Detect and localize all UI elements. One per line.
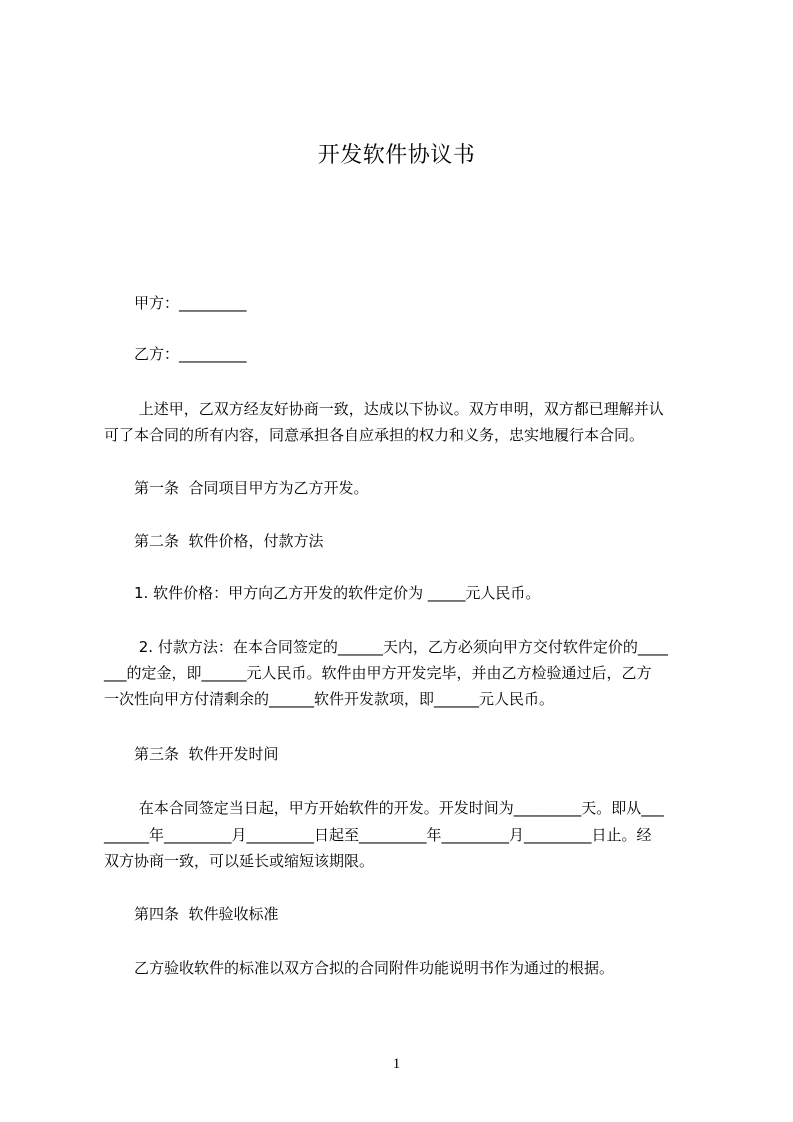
intro-line-1: 上述甲，乙双方经友好协商一致，达成以下协议。双方申明，双方都已理解并认	[104, 400, 664, 418]
article-3-line-1: 在本合同签定当日起，甲方开始软件的开发。开发时间为_________天。即从___	[104, 799, 664, 817]
page-number: 1	[392, 1056, 401, 1072]
article-3-line-3: 双方协商一致，可以延长或缩短该期限。	[104, 852, 375, 870]
article-3-line-2: ______年_________月_________日起至_________年_________月_________日止。经	[104, 826, 652, 844]
article-2-item-1: 1. 软件价格：甲方向乙方开发的软件定价为 _____元人民币。	[104, 584, 541, 602]
article-2-item-2-line-3: 一次性向甲方付清剩余的______软件开发款项，即______元人民币。	[104, 690, 555, 708]
article-2-heading: 第二条 软件价格，付款方法	[104, 532, 324, 550]
party-b-line: 乙方：_________	[104, 345, 247, 363]
document-title: 开发软件协议书	[317, 143, 476, 168]
article-1: 第一条 合同项目甲方为乙方开发。	[104, 479, 369, 497]
article-2-item-2-line-1: 2. 付款方法：在本合同签定的______天内，乙方必须向甲方交付软件定价的____	[104, 638, 668, 656]
party-a-line: 甲方：_________	[104, 294, 247, 312]
article-3-heading: 第三条 软件开发时间	[104, 745, 279, 763]
article-4-body: 乙方验收软件的标准以双方合拟的合同附件功能说明书作为通过的根据。	[104, 959, 615, 977]
intro-line-2: 可了本合同的所有内容，同意承担各自应承担的权力和义务，忠实地履行本合同。	[104, 426, 645, 444]
article-2-item-2-line-2: ___的定金，即______元人民币。软件由甲方开发完毕，并由乙方检验通过后，乙方	[104, 664, 652, 682]
article-4-heading: 第四条 软件验收标准	[104, 905, 279, 923]
